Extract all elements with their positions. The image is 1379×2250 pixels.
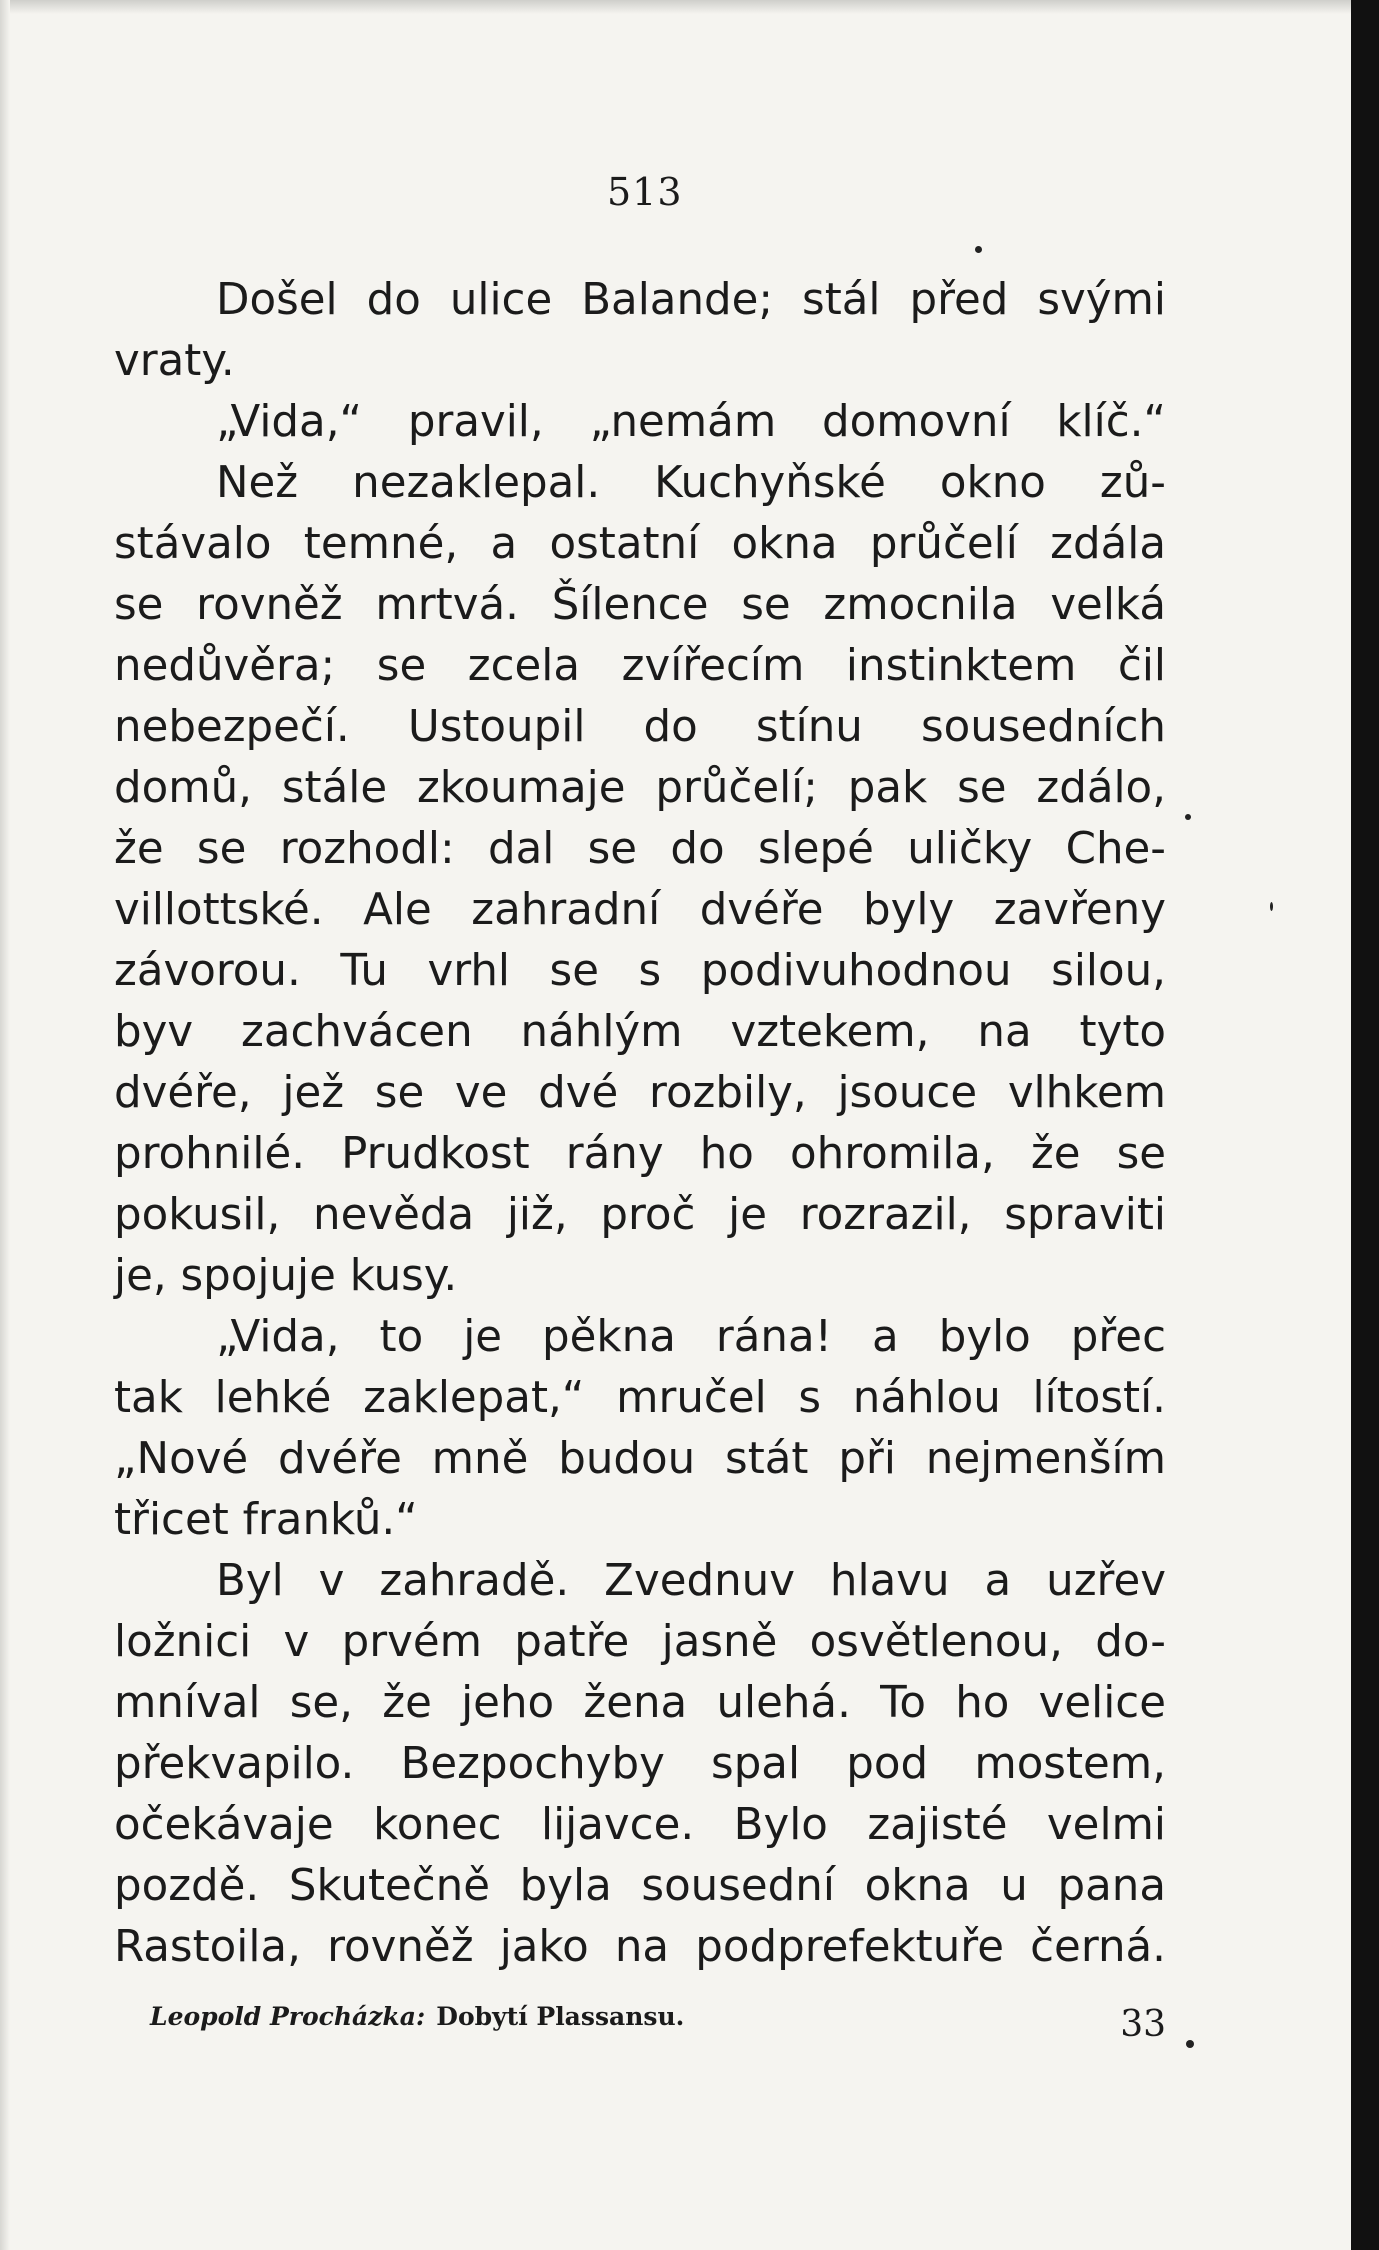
text-line: mníval se, že jeho žena ulehá. To ho velice [114,1678,1166,1728]
scan-border [1351,0,1379,2250]
text-line: nebezpečí. Ustoupil do stínu sousedních [114,702,1166,752]
text-line: třicet franků.“ [114,1495,418,1545]
text-line: „Vida,“ pravil, „nemám domovní klíč.“ [216,397,1166,447]
text-line: tak lehké zaklepat,“ mručel s náhlou lítostí. [114,1373,1166,1423]
text-line: vraty. [114,336,235,386]
text-line: Než nezaklepal. Kuchyňské okno zů- [216,458,1166,508]
text-line: villottské. Ale zahradní dvéře byly zavřeny [114,885,1166,935]
printer-signature: 33 [1120,2004,1166,2045]
text-line: nedůvěra; se zcela zvířecím instinktem čil [114,641,1166,691]
text-line: Došel do ulice Balande; stál před svými [216,275,1166,325]
text-line: domů, stále zkoumaje průčelí; pak se zdálo, [114,763,1166,813]
text-line: závorou. Tu vrhl se s podivuhodnou silou, [114,946,1166,996]
footer-title: Dobytí Plassansu. [436,2002,685,2031]
text-line: pokusil, nevěda již, proč je rozrazil, spraviti [114,1190,1166,1240]
text-line: dvéře, jež se ve dvé rozbily, jsouce vlhkem [114,1068,1166,1118]
text-line: Rastoila, rovněž jako na podprefektuře černá. [114,1922,1166,1972]
text-line: prohnilé. Prudkost rány ho ohromila, že se [114,1129,1166,1179]
text-line: stávalo temné, a ostatní okna průčelí zdála [114,519,1166,569]
body-text [114,270,1166,1978]
text-line: že se rozhodl: dal se do slepé uličky Che- [114,824,1166,874]
page-left-edge [0,0,10,2250]
text-line: je, spojuje kusy. [114,1251,458,1301]
text-line: „Nové dvéře mně budou stát při nejmenším [114,1434,1166,1484]
text-line: překvapilo. Bezpochyby spal pod mostem, [114,1739,1166,1789]
text-line: pozdě. Skutečně byla sousední okna u pana [114,1861,1166,1911]
text-line: „Vida, to je pěkna rána! a bylo přec [216,1312,1166,1362]
page-number: 513 [607,170,683,214]
footer-author: Leopold Procházka: [150,2002,426,2031]
text-line: byv zachvácen náhlým vztekem, na tyto [114,1007,1166,1057]
text-line: se rovněž mrtvá. Šílence se zmocnila velká [114,580,1166,630]
text-line: očekávaje konec lijavce. Bylo zajisté velmi [114,1800,1166,1850]
page-footer [150,2002,1166,2045]
page-top-edge [0,0,1379,14]
text-line: ložnici v prvém patře jasně osvětlenou, do- [114,1617,1166,1667]
text-line: Byl v zahradě. Zvednuv hlavu a uzřev [216,1556,1166,1606]
